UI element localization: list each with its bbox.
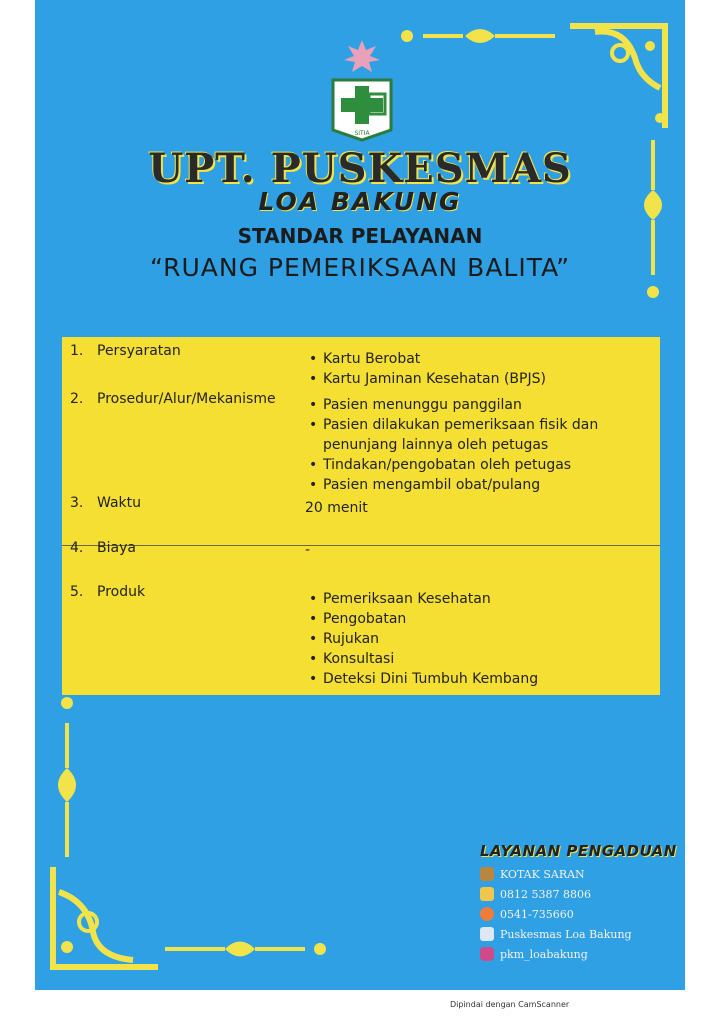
row-number: 2.	[70, 391, 84, 407]
top-ornament	[395, 20, 565, 52]
left-ornament	[47, 695, 87, 865]
complaint-title: LAYANAN PENGADUAN	[480, 842, 677, 860]
list-item: • Konsultasi	[307, 649, 538, 669]
complaint-item-facebook	[480, 924, 680, 944]
prosedur-list	[307, 395, 637, 495]
list-item: • Pengobatan	[307, 609, 538, 629]
persyaratan-list	[307, 349, 546, 389]
facebook-icon	[480, 927, 494, 941]
list-item: • Rujukan	[307, 629, 538, 649]
complaint-item-instagram	[480, 944, 680, 964]
divider	[62, 545, 660, 546]
complaint-text: 0541-735660	[500, 907, 574, 921]
corner-ornament-bottom-left	[43, 862, 163, 980]
service-standard-box	[62, 337, 660, 695]
row-number: 5.	[70, 584, 84, 600]
row-label: Waktu	[97, 495, 141, 511]
waktu-value: 20 menit	[305, 500, 368, 516]
list-item: • Kartu Berobat	[307, 349, 546, 369]
flower-icon	[344, 40, 380, 72]
complaint-text: KOTAK SARAN	[500, 867, 585, 881]
row-number: 3.	[70, 495, 84, 511]
title-loa-bakung: LOA BAKUNG	[258, 187, 462, 216]
complaint-item-suggestion-box	[480, 864, 680, 884]
list-item: • Pemeriksaan Kesehatan	[307, 589, 538, 609]
instagram-icon	[480, 947, 494, 961]
list-item: • Pasien mengambil obat/pulang	[307, 475, 637, 495]
bottom-ornament	[155, 932, 335, 966]
title-standar-pelayanan: STANDAR PELAYANAN	[237, 224, 483, 248]
complaint-item-phone	[480, 904, 680, 924]
row-label: Prosedur/Alur/Mekanisme	[97, 391, 276, 407]
scanner-footer: Dipindai dengan CamScanner	[450, 1000, 570, 1009]
mail-icon	[480, 887, 494, 901]
row-label: Produk	[97, 584, 146, 600]
row-number: 4.	[70, 540, 84, 556]
list-item: • Kartu Jaminan Kesehatan (BPJS)	[307, 369, 546, 389]
row-number: 1.	[70, 343, 84, 359]
phone-icon	[480, 907, 494, 921]
puskesmas-logo	[325, 38, 399, 142]
biaya-value: -	[305, 542, 311, 558]
list-item: • Tindakan/pengobatan oleh petugas	[307, 455, 637, 475]
complaint-text: Puskesmas Loa Bakung	[500, 927, 632, 941]
box-icon	[480, 867, 494, 881]
svg-text:SITIA: SITIA	[354, 130, 370, 137]
poster	[35, 0, 685, 990]
list-item: • Pasien dilakukan pemeriksaan fisik dan penunjang lainnya oleh petugas	[307, 415, 637, 455]
list-item: • Pasien menunggu panggilan	[307, 395, 637, 415]
complaint-text: 0812 5387 8806	[500, 887, 591, 901]
corner-ornament-top-right	[565, 18, 675, 138]
title-ruang: “RUANG PEMERIKSAAN BALITA”	[149, 253, 571, 282]
title-puskesmas: UPT. PUSKESMAS	[148, 145, 572, 192]
complaint-text: pkm_loabakung	[500, 947, 588, 961]
produk-list	[307, 589, 538, 689]
complaint-item-whatsapp	[480, 884, 680, 904]
row-label: Persyaratan	[97, 343, 181, 359]
row-label: Biaya	[97, 540, 136, 556]
list-item: • Deteksi Dini Tumbuh Kembang	[307, 669, 538, 689]
complaint-section	[480, 842, 680, 964]
